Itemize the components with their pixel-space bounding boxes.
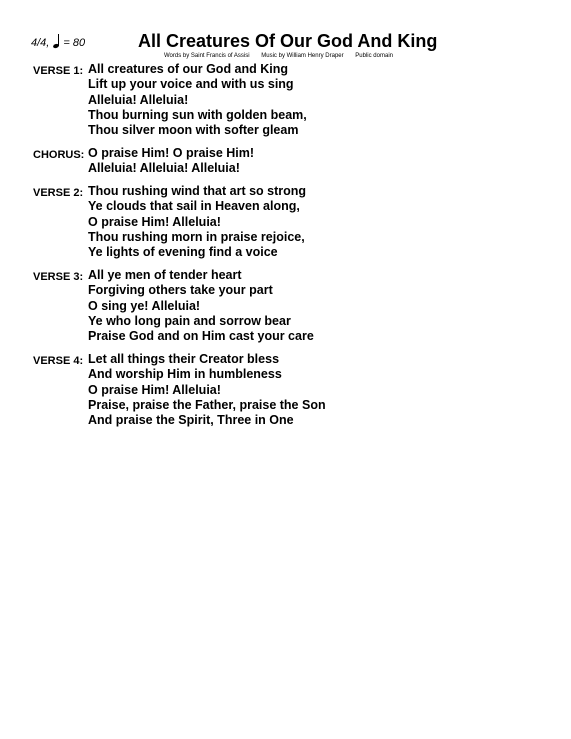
lyric-line: Alleluia! Alleluia! bbox=[88, 92, 189, 107]
lyric-line: All ye men of tender heart bbox=[88, 268, 242, 283]
lyric-section bbox=[0, 146, 571, 177]
lyric-line: Alleluia! Alleluia! Alleluia! bbox=[88, 161, 240, 176]
lyric-line: Praise, praise the Father, praise the Son bbox=[88, 397, 326, 412]
section-lines bbox=[88, 268, 571, 344]
lyric-section bbox=[0, 268, 571, 344]
credit-music: Music by William Henry Draper bbox=[261, 53, 344, 59]
lyric-section bbox=[0, 62, 571, 138]
lyric-line: Ye lights of evening find a voice bbox=[88, 245, 278, 260]
credit-words: Words by Saint Francis of Assisi bbox=[164, 53, 250, 59]
section-lines bbox=[88, 62, 571, 138]
lyric-line: Thou rushing wind that art so strong bbox=[88, 184, 307, 199]
lyric-line: Ye who long pain and sorrow bear bbox=[88, 313, 291, 328]
lyric-section bbox=[0, 184, 571, 260]
lyric-line: All creatures of our God and King bbox=[88, 62, 289, 76]
lyric-line: Forgiving others take your part bbox=[88, 283, 273, 298]
section-label: CHORUS: bbox=[33, 148, 85, 161]
lyric-line: Thou silver moon with softer gleam bbox=[88, 123, 299, 138]
quarter-note-icon bbox=[53, 34, 61, 48]
section-lines bbox=[88, 146, 571, 177]
section-label: VERSE 1: bbox=[33, 65, 84, 77]
lyrics-body bbox=[0, 62, 571, 436]
lyric-line: O sing ye! Alleluia! bbox=[88, 298, 201, 313]
section-label: VERSE 3: bbox=[33, 271, 84, 284]
lyric-line: Thou rushing morn in praise rejoice, bbox=[88, 229, 305, 244]
section-label: VERSE 4: bbox=[33, 355, 84, 368]
credits bbox=[164, 53, 403, 59]
lyric-line: And praise the Spirit, Three in One bbox=[88, 413, 294, 428]
tempo-marking bbox=[31, 34, 85, 49]
credit-license: Public domain bbox=[355, 53, 393, 59]
song-title: All Creatures Of Our God And King bbox=[138, 31, 438, 51]
section-label: VERSE 2: bbox=[33, 187, 84, 200]
lyric-line: Ye clouds that sail in Heaven along, bbox=[88, 199, 300, 214]
lyric-line: O praise Him! Alleluia! bbox=[88, 214, 221, 229]
lyric-line: O praise Him! O praise Him! bbox=[88, 145, 255, 160]
lyric-line: Praise God and on Him cast your care bbox=[88, 329, 314, 344]
lyric-line: Thou burning sun with golden beam, bbox=[88, 107, 307, 122]
lyric-line: Lift up your voice and with us sing bbox=[88, 77, 294, 92]
tempo-value: = 80 bbox=[63, 37, 86, 49]
lyric-section bbox=[0, 352, 571, 428]
lyric-line: Let all things their Creator bless bbox=[88, 352, 280, 367]
section-lines bbox=[88, 352, 571, 428]
section-lines bbox=[88, 184, 571, 260]
lyric-line: O praise Him! Alleluia! bbox=[88, 382, 221, 397]
time-signature: 4/4, bbox=[31, 37, 50, 49]
lyric-line: And worship Him in humbleness bbox=[88, 367, 282, 382]
